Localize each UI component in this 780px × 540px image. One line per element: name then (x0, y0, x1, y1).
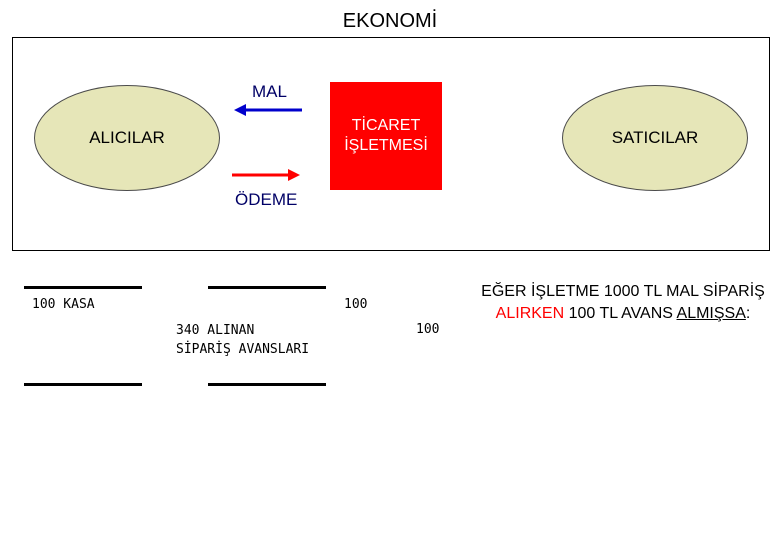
ledger-rule-top-right (208, 286, 326, 289)
explanation-note (478, 281, 768, 325)
note-part3: 100 TL AVANS (568, 305, 673, 322)
ledger-rule-bottom-left (24, 383, 142, 386)
note-part5: : (745, 305, 751, 322)
ledger-account-kasa: 100 KASA (32, 297, 95, 312)
note-part1: EĞER İŞLETME 1000 TL MAL SİPARİŞ (481, 283, 765, 300)
ledger-account-advances-line1: 340 ALINAN (176, 323, 255, 338)
ledger-account-advances-line2: SİPARİŞ AVANSLARI (176, 342, 310, 357)
goods-arrow (234, 104, 302, 116)
goods-flow-label: MAL (252, 82, 287, 101)
note-part4: ALMIŞSA (676, 305, 746, 322)
ledger-amount-advances: 100 (416, 322, 440, 337)
ledger-rule-bottom-right (208, 383, 326, 386)
company-label-line1: TİCARET (351, 117, 421, 134)
payment-arrow (232, 169, 300, 181)
ledger-rule-top-left (24, 286, 142, 289)
payment-flow-label: ÖDEME (235, 190, 298, 209)
sellers-label: SATICILAR (611, 128, 699, 147)
note-part2: ALIRKEN (495, 305, 565, 322)
page-title: EKONOMİ (342, 10, 438, 32)
company-label-line2: İŞLETMESİ (344, 137, 428, 154)
ledger-amount-kasa: 100 (344, 297, 368, 312)
ledger-account-advances (176, 321, 309, 359)
buyers-label: ALICILAR (89, 128, 165, 147)
